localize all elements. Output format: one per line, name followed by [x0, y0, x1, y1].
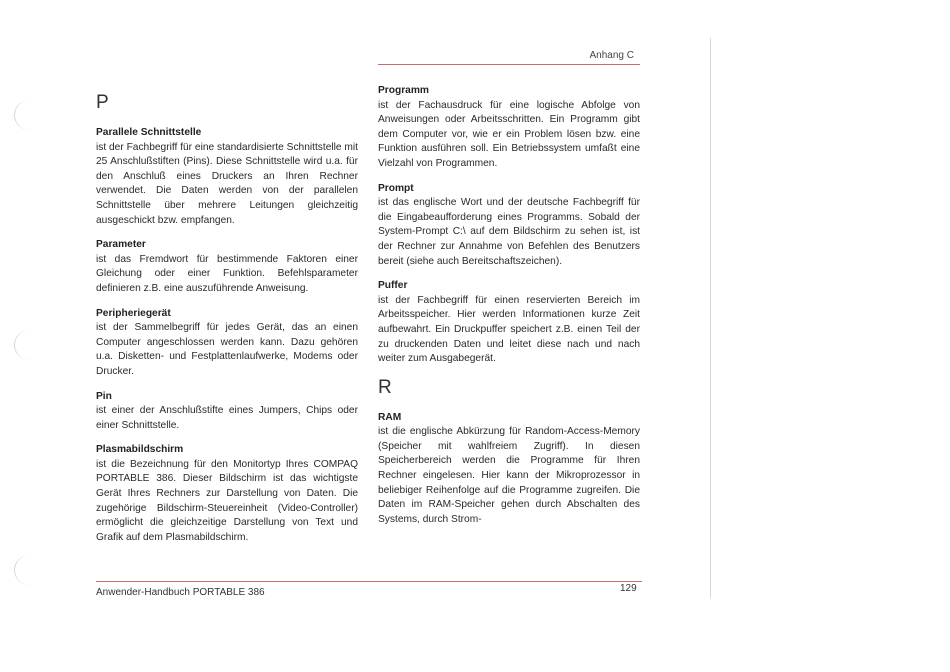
glossary-term: Puffer: [378, 280, 408, 292]
glossary-term: Plasmabildschirm: [96, 444, 184, 456]
glossary-entry: [96, 443, 358, 545]
section-letter-p: P: [96, 92, 109, 113]
glossary-term: Pin: [96, 390, 112, 402]
running-header: Anhang C: [589, 50, 634, 61]
glossary-term: RAM: [378, 411, 402, 423]
glossary-definition: ist der Fachbegriff für einen reservierten Bereich im Arbeitsspeicher. Hier werden Informationen kurze Zeit aufbewahrt. Ein Druckpuffer speichert z.B. einen Teil der zu druckenden Daten und leitet diese nach und nach weiter zum Ausgabegerät.: [378, 294, 640, 365]
glossary-definition: ist der Sammelbegriff für jedes Gerät, das an einen Computer angeschlossen werden kann. Dazu gehören u.a. Disketten- und Festplattenlaufwerke, Modems oder Drucker.: [96, 322, 358, 377]
footer-manual-title: Anwender-Handbuch PORTABLE 386: [96, 587, 265, 598]
section-letter-r: R: [378, 376, 392, 398]
glossary-term: Parallele Schnittstelle: [96, 127, 202, 138]
glossary-entry: [378, 279, 640, 367]
glossary-term: Programm: [378, 85, 429, 96]
glossary-term: Parameter: [96, 239, 146, 251]
glossary-entry: [96, 390, 358, 434]
glossary-term: Peripheriegerät: [96, 307, 171, 319]
glossary-definition: ist das englische Wort und der deutsche Fachbegriff für die Eingabeaufforderung eines Programms. Sobald der System-Prompt C:\ auf dem Bildschirm zu sehen ist, ist der Rechner zur Annahme von Befehlen des Benutzers bereit (siehe auch Bereitschaftszeichen).: [378, 197, 640, 267]
binder-hole-shadow: [14, 330, 45, 360]
glossary-definition: ist die englische Abkürzung für Random-Access-Memory (Speicher mit wahlfreiem Zugriff). In diesen Speicherbereich werden die Programme für Ihren Rechner eingelesen. Hier kann der Mikroprozessor in beliebiger Reihenfolge auf die Programme zugreifen. Die Daten im RAM-Speicher gehen durch Abschalten des Systems, durch Strom-: [378, 426, 640, 525]
glossary-entry: [378, 182, 640, 270]
right-column: [378, 84, 640, 537]
binder-hole-shadow: [14, 555, 45, 585]
glossary-entry: [378, 84, 640, 172]
glossary-entry: [378, 411, 640, 528]
glossary-definition: ist einer der Anschlußstifte eines Jumpers, Chips oder einer Schnittstelle.: [96, 405, 358, 431]
glossary-definition: ist das Fremdwort für bestimmende Faktoren einer Gleichung oder einer Funktion. Befehlsparameter definieren z.B. eine auszuführende Anweisung.: [96, 253, 358, 294]
footer-rule: [96, 581, 642, 582]
glossary-term: Prompt: [378, 182, 414, 194]
page-number: 129: [620, 583, 637, 594]
glossary-definition: ist der Fachbegriff für eine standardisierte Schnittstelle mit 25 Anschlußstiften (Pins). Diese Schnittstelle wird u.a. für den Anschluß eines Druckers an Ihren Rechner verwendet. Die Daten werden von der parallelen Schnittstelle über mehrere Leitungen gleichzeitig ausgeschickt bzw. empfangen.: [96, 141, 358, 226]
page-edge-line: [710, 38, 711, 598]
glossary-entry: [96, 238, 358, 296]
glossary-definition: ist die Bezeichnung für den Monitortyp Ihres COMPAQ PORTABLE 386. Dieser Bildschirm ist das wichtigste Gerät Ihres Rechners zur Darstellung von Daten. Die zugehörige Bildschirm-Steuereinheit (Video-Controller) ermöglicht die gleichzeitige Darstellung von Text und Grafik auf dem Plasmabildschirm.: [96, 458, 358, 543]
binder-hole-shadow: [14, 100, 45, 130]
glossary-entry: [96, 126, 358, 228]
header-rule: [378, 64, 640, 65]
glossary-definition: ist der Fachausdruck für eine logische Abfolge von Anweisungen oder Arbeitsschritten. Ein Programm gibt dem Computer vor, wie er ein Problem lösen bzw. eine Funktion ausführen soll. Ein Betriebssystem umfaßt eine Vielzahl von Programmen.: [378, 99, 640, 169]
left-column: [96, 84, 358, 555]
glossary-entry: [96, 307, 358, 380]
